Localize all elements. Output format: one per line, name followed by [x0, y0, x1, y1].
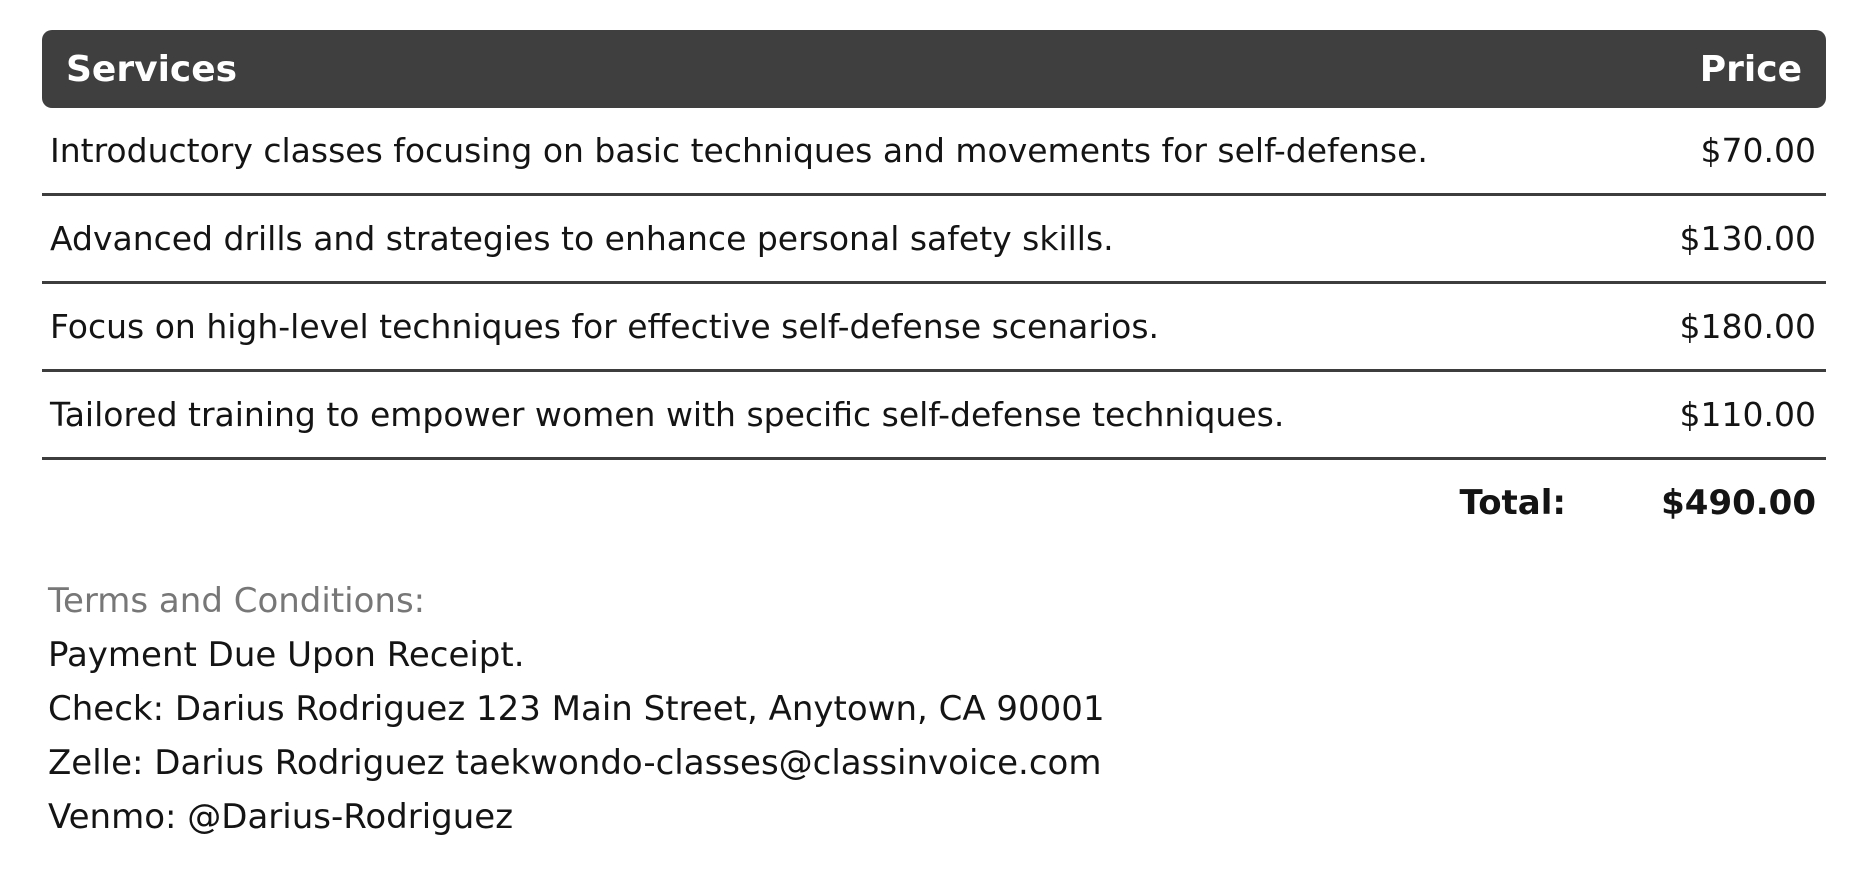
service-description: Focus on high-level techniques for effective self-defense scenarios. — [50, 307, 1159, 346]
table-header — [42, 30, 1826, 108]
table-row — [42, 108, 1826, 196]
terms-line-venmo: Venmo: @Darius-Rodriguez — [48, 797, 514, 837]
price-column-header: Price — [1699, 48, 1802, 90]
table-row — [42, 284, 1826, 372]
service-description: Tailored training to empower women with specific self-defense techniques. — [50, 395, 1285, 434]
terms-line-payment: Payment Due Upon Receipt. — [48, 635, 525, 675]
table-row — [42, 372, 1826, 460]
table-row — [42, 196, 1826, 284]
service-description: Introductory classes focusing on basic techniques and movements for self-defense. — [50, 131, 1428, 170]
service-price: $110.00 — [1679, 395, 1816, 434]
service-price: $70.00 — [1700, 131, 1816, 170]
terms-line-check: Check: Darius Rodriguez 123 Main Street, Anytown, CA 90001 — [48, 689, 1105, 729]
terms-section — [42, 574, 1826, 844]
total-label: Total: — [1459, 483, 1566, 523]
service-description: Advanced drills and strategies to enhance personal safety skills. — [50, 219, 1114, 258]
total-amount: $490.00 — [1661, 483, 1816, 523]
service-price: $180.00 — [1679, 307, 1816, 346]
services-column-header: Services — [66, 48, 238, 90]
total-row — [42, 460, 1826, 546]
terms-line-zelle: Zelle: Darius Rodriguez taekwondo-classes@classinvoice.com — [48, 743, 1102, 783]
service-price: $130.00 — [1679, 219, 1816, 258]
terms-heading: Terms and Conditions: — [48, 581, 426, 621]
services-table — [42, 30, 1826, 546]
